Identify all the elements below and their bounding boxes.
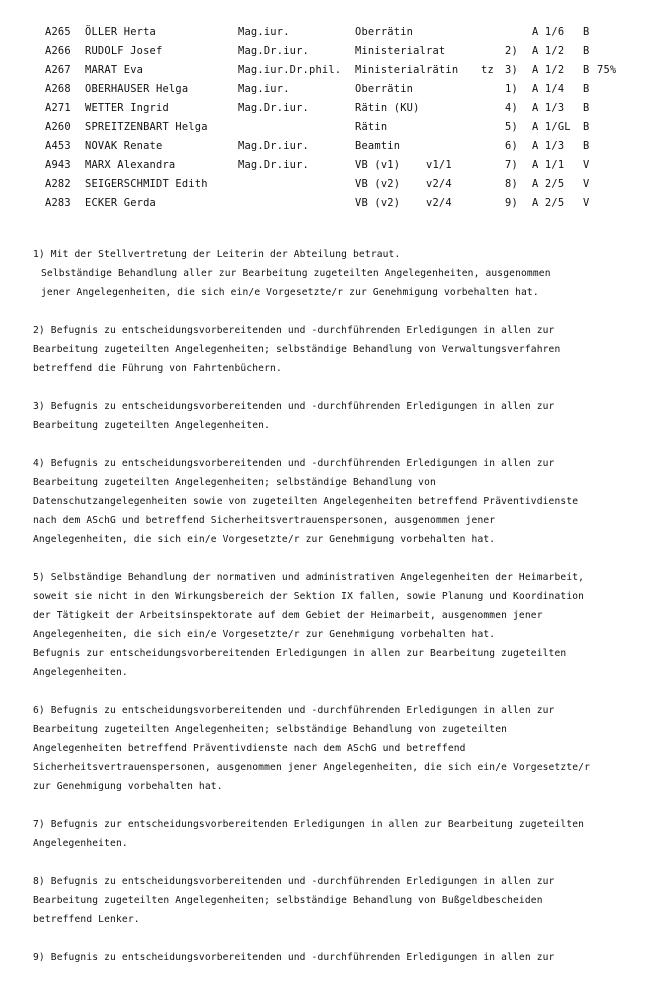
- staff-row: [0, 45, 660, 64]
- staff-table: [0, 26, 660, 216]
- staff-row: [0, 159, 660, 178]
- staff-academic-title: Mag.iur.Dr.phil.: [238, 64, 342, 76]
- staff-code: A267: [45, 64, 71, 76]
- staff-footnote-ref: 3): [505, 64, 518, 76]
- staff-position: Ministerialrat: [355, 45, 446, 57]
- staff-academic-title: Mag.Dr.iur.: [238, 140, 310, 152]
- staff-position: Oberrätin: [355, 83, 414, 95]
- staff-footnote-ref: 6): [505, 140, 518, 152]
- staff-row: [0, 140, 660, 159]
- footnotes: [33, 245, 643, 986]
- staff-row: [0, 197, 660, 216]
- staff-row: [0, 121, 660, 140]
- staff-code: A260: [45, 121, 71, 133]
- staff-position: Ministerialrätin: [355, 64, 459, 76]
- footnote-5: [33, 568, 643, 682]
- footnote-4: [33, 454, 643, 549]
- staff-category: B: [583, 121, 590, 133]
- staff-category: V: [583, 178, 590, 190]
- staff-grade: A 1/4: [532, 83, 565, 95]
- staff-row: [0, 83, 660, 102]
- footnote-7: [33, 815, 643, 853]
- footnote-paragraph: Selbständige Behandlung aller zur Bearbeitung zugeteilten Angelegenheiten, ausgenommen jener Angelegenheiten, die sich ein/e Vorgesetzte/r zur Genehmigung vorbehalten hat.: [41, 268, 551, 298]
- staff-position: VB (v1): [355, 159, 401, 171]
- footnote-paragraph: 4) Befugnis zu entscheidungsvorbereitenden und -durchführenden Erledigungen in allen zur Bearbeitung zugeteilten Angelegenheiten; selbständige Behandlung von Datenschutzangelegenheiten sowie von zugeteilten Angelegenheiten betreffend Präventivdienste nach dem ASchG und betreffend Sicherheitsvertrauenspersonen, ausgenommen jener Angelegenheiten, die sich ein/e Vorgesetzte/r zur Genehmigung vorbehalten hat.: [33, 458, 579, 545]
- footnote-paragraph: 7) Befugnis zur entscheidungsvorbereitenden Erledigungen in allen zur Bearbeitung zugeteilten Angelegenheiten.: [33, 819, 585, 849]
- staff-grade: A 2/5: [532, 178, 565, 190]
- staff-name: ÖLLER Herta: [85, 26, 157, 38]
- staff-name: MARX Alexandra: [85, 159, 176, 171]
- staff-position: Rätin (KU): [355, 102, 420, 114]
- footnote-paragraph: 3) Befugnis zu entscheidungsvorbereitenden und -durchführenden Erledigungen in allen zur Bearbeitung zugeteilten Angelegenheiten.: [33, 401, 555, 431]
- footnote-2: [33, 321, 643, 378]
- staff-grade: A 1/2: [532, 45, 565, 57]
- staff-name: MARAT Eva: [85, 64, 144, 76]
- staff-category: B: [583, 83, 590, 95]
- staff-academic-title: Mag.Dr.iur.: [238, 159, 310, 171]
- staff-code: A265: [45, 26, 71, 38]
- staff-name: OBERHAUSER Helga: [85, 83, 189, 95]
- staff-position: Oberrätin: [355, 26, 414, 38]
- staff-position: Rätin: [355, 121, 388, 133]
- staff-row: [0, 178, 660, 197]
- footnote-3: [33, 397, 643, 435]
- staff-category: V: [583, 159, 590, 171]
- staff-position: VB (v2): [355, 197, 401, 209]
- staff-grade: A 1/3: [532, 102, 565, 114]
- staff-footnote-ref: 8): [505, 178, 518, 190]
- staff-contract-scheme: v1/1: [426, 159, 452, 171]
- staff-name: WETTER Ingrid: [85, 102, 169, 114]
- staff-position: VB (v2): [355, 178, 401, 190]
- staff-academic-title: Mag.Dr.iur.: [238, 45, 310, 57]
- staff-grade: A 2/5: [532, 197, 565, 209]
- footnote-8: [33, 872, 643, 929]
- staff-code: A268: [45, 83, 71, 95]
- staff-grade: A 1/GL: [532, 121, 571, 133]
- staff-grade: A 1/6: [532, 26, 565, 38]
- staff-category: B: [583, 140, 590, 152]
- footnote-1: [33, 245, 643, 302]
- staff-academic-title: Mag.iur.: [238, 26, 290, 38]
- staff-code: A282: [45, 178, 71, 190]
- staff-name: NOVAK Renate: [85, 140, 163, 152]
- staff-category: B: [583, 64, 590, 76]
- staff-footnote-ref: 2): [505, 45, 518, 57]
- staff-code: A943: [45, 159, 71, 171]
- staff-name: ECKER Gerda: [85, 197, 157, 209]
- staff-code: A283: [45, 197, 71, 209]
- staff-category: V: [583, 197, 590, 209]
- staff-position: Beamtin: [355, 140, 401, 152]
- staff-part-time-flag: tz: [481, 64, 494, 76]
- staff-grade: A 1/3: [532, 140, 565, 152]
- staff-grade: A 1/1: [532, 159, 565, 171]
- footnote-paragraph: 9) Befugnis zu entscheidungsvorbereitenden und -durchführenden Erledigungen in allen zur: [33, 952, 555, 963]
- staff-footnote-ref: 4): [505, 102, 518, 114]
- staff-code: A453: [45, 140, 71, 152]
- staff-footnote-ref: 5): [505, 121, 518, 133]
- staff-row: [0, 102, 660, 121]
- staff-percent: 75%: [597, 64, 617, 76]
- staff-contract-scheme: v2/4: [426, 197, 452, 209]
- staff-row: [0, 64, 660, 83]
- footnote-paragraph: 5) Selbständige Behandlung der normativen und administrativen Angelegenheiten der Heimarbeit, soweit sie nicht in den Wirkungsbereich der Sektion IX fallen, sowie Planung und Koordination der Tätigkeit der Arbeitsinspektorate auf dem Gebiet der Heimarbeit, ausgenommen jener Angelegenheiten, die sich ein/e Vorgesetzte/r zur Genehmigung vorbehalten hat. Befugnis zur entscheidungsvorbereitenden Erledigungen in allen zur Bearbeitung zugeteilten Angelegenheiten.: [33, 572, 585, 678]
- staff-grade: A 1/2: [532, 64, 565, 76]
- footnote-paragraph: 2) Befugnis zu entscheidungsvorbereitenden und -durchführenden Erledigungen in allen zur Bearbeitung zugeteilten Angelegenheiten; selbständige Behandlung von Verwaltungsverfahren betreffend die Führung von Fahrtenbüchern.: [33, 325, 561, 374]
- footnote-6: [33, 701, 643, 796]
- staff-academic-title: Mag.iur.: [238, 83, 290, 95]
- staff-category: B: [583, 45, 590, 57]
- footnote-paragraph: 8) Befugnis zu entscheidungsvorbereitenden und -durchführenden Erledigungen in allen zur Bearbeitung zugeteilten Angelegenheiten; selbständige Behandlung von Bußgeldbescheiden betreffend Lenker.: [33, 876, 555, 925]
- staff-contract-scheme: v2/4: [426, 178, 452, 190]
- staff-row: [0, 26, 660, 45]
- footnote-9: [33, 948, 643, 967]
- staff-name: SEIGERSCHMIDT Edith: [85, 178, 208, 190]
- staff-footnote-ref: 7): [505, 159, 518, 171]
- staff-code: A271: [45, 102, 71, 114]
- staff-academic-title: Mag.Dr.iur.: [238, 102, 310, 114]
- staff-footnote-ref: 9): [505, 197, 518, 209]
- staff-category: B: [583, 102, 590, 114]
- footnote-paragraph: 1) Mit der Stellvertretung der Leiterin der Abteilung betraut.: [33, 249, 401, 260]
- staff-name: SPREITZENBART Helga: [85, 121, 208, 133]
- staff-name: RUDOLF Josef: [85, 45, 163, 57]
- staff-footnote-ref: 1): [505, 83, 518, 95]
- staff-code: A266: [45, 45, 71, 57]
- staff-category: B: [583, 26, 590, 38]
- footnote-paragraph: 6) Befugnis zu entscheidungsvorbereitenden und -durchführenden Erledigungen in allen zur Bearbeitung zugeteilten Angelegenheiten; selbständige Behandlung von zugeteilten Angelegenheiten betreffend Präventivdienste nach dem ASchG und betreffend Sicherheitsvertrauenspersonen, ausgenommen jener Angelegenheiten, die sich ein/e Vorgesetzte/r zur Genehmigung vorbehalten hat.: [33, 705, 591, 792]
